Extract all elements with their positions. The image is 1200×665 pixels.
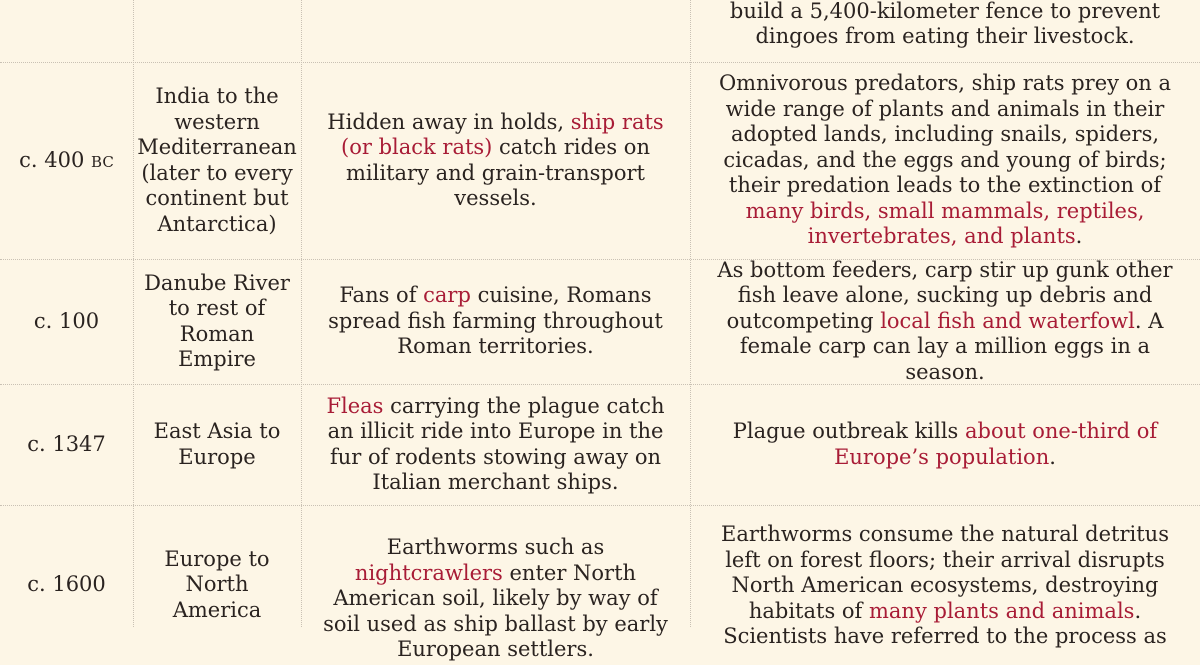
event-cell bbox=[301, 505, 690, 661]
impact-text-end: . Scientists have referred to the process as bbox=[723, 598, 1167, 648]
date-text: c. 400 bbox=[19, 147, 92, 172]
impact-text-end: . A female carp can lay a million eggs in a season. bbox=[739, 308, 1164, 384]
route-cell bbox=[133, 0, 301, 62]
event-cell bbox=[301, 384, 690, 505]
impact-highlight: local fish and waterfowl bbox=[880, 308, 1135, 333]
impact-text: Omnivorous predators, ship rats prey on a wide range of plants and animals in their adopted lands, including snails, spiders, cicadas, and the eggs and young of birds; their predation leads to the extinction of bbox=[718, 71, 1172, 198]
route-cell bbox=[133, 384, 301, 505]
species-highlight: ship rats (or black rats) bbox=[341, 109, 664, 159]
table-row bbox=[0, 0, 1200, 62]
impact-highlight: about one-third of Europe’s population bbox=[834, 419, 1158, 469]
impact-text-end: . bbox=[1075, 224, 1083, 249]
impact-text: build a 5,400-kilometer fence to prevent dingoes from eating their livestock. bbox=[729, 0, 1161, 48]
impact-cell bbox=[690, 259, 1200, 384]
event-text-end: carrying the plague catch an illicit ride into Europe in the fur of rodents stowing away on Italian merchant ships. bbox=[327, 393, 665, 494]
route-text: East Asia to Europe bbox=[153, 419, 281, 469]
impact-text: Plague outbreak kills bbox=[732, 419, 965, 443]
route-text: India to the western Mediterranean (later to every continent but Antarctica) bbox=[137, 84, 297, 236]
date-text: c. 100 bbox=[33, 308, 100, 333]
table-row bbox=[0, 62, 1200, 259]
date-cell bbox=[0, 384, 133, 505]
impact-highlight: many birds, small mammals, reptiles, invertebrates, and plants bbox=[745, 198, 1145, 249]
impact-cell bbox=[690, 505, 1200, 648]
species-highlight: carp bbox=[423, 283, 471, 308]
event-cell bbox=[301, 0, 690, 62]
date-era: bc bbox=[91, 147, 114, 172]
event-text-end: cuisine, Romans spread fish farming throughout Roman territories. bbox=[328, 283, 663, 359]
table-row bbox=[0, 505, 1200, 661]
date-cell bbox=[0, 62, 133, 259]
date-text: c. 1347 bbox=[27, 431, 106, 456]
route-text: Europe to North America bbox=[164, 546, 270, 622]
route-text: Danube River to rest of Roman Empire bbox=[144, 270, 290, 371]
species-highlight: Fleas bbox=[326, 393, 384, 418]
impact-cell bbox=[690, 62, 1200, 259]
event-cell bbox=[301, 62, 690, 259]
impact-cell bbox=[690, 384, 1200, 505]
date-cell bbox=[0, 505, 133, 665]
date-text: c. 1600 bbox=[27, 572, 106, 597]
impact-text: As bottom feeders, carp stir up gunk other fish leave alone, sucking up debris and outcompeting bbox=[717, 257, 1173, 333]
event-text: Earthworms such as bbox=[386, 535, 605, 559]
event-cell bbox=[301, 259, 690, 384]
route-cell bbox=[133, 259, 301, 384]
impact-cell bbox=[690, 0, 1200, 62]
species-highlight: nightcrawlers bbox=[354, 560, 503, 585]
impact-text-end: . bbox=[1049, 444, 1056, 469]
event-text: Hidden away in holds, bbox=[327, 109, 571, 134]
table-row bbox=[0, 259, 1200, 384]
impact-text: Earthworms consume the natural detritus left on forest floors; their arrival disrupts North American ecosystems, destroying habitats of bbox=[721, 522, 1169, 623]
event-text-end: catch rides on military and grain-transport vessels. bbox=[346, 135, 650, 210]
table-row bbox=[0, 384, 1200, 505]
event-text-end: enter North American soil, likely by way of soil used as ship ballast by early European settlers. bbox=[323, 560, 668, 661]
route-cell bbox=[133, 505, 301, 665]
date-cell bbox=[0, 0, 133, 62]
date-cell bbox=[0, 259, 133, 384]
event-text: Fans of bbox=[339, 283, 424, 308]
route-cell bbox=[133, 62, 301, 259]
impact-highlight: many plants and animals bbox=[869, 598, 1135, 623]
